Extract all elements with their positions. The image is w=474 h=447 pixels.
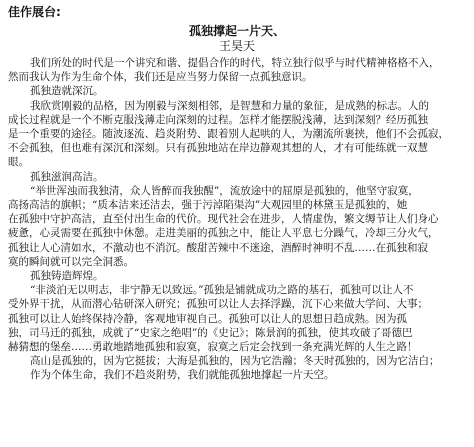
text-line: 受外界干扰，从而潜心钻研深入研究；孤独可以让人去择浮躁，沉下心来做大学问、大事；	[8, 298, 428, 311]
text-line: 孤独可以让人始终保持冷静，客观地审视自己。孤独可以让人的思想日趋成熟。因为孤	[8, 312, 407, 325]
essay-body	[8, 56, 466, 383]
text-line: 疲惫，心灵需要在孤独中休憩。走进美丽的孤独之中，能让人平息七分躁气，冷却三分火气，	[8, 227, 439, 240]
text-line: 我欣赏刚毅的品格，因为刚毅与深刻相邻，是智慧和力量的象征，是成熟的标志。人的	[30, 99, 429, 112]
text-line: 独，司马迁的孤独，成就了“史家之绝唱”的《史记》；陈景润的孤独，使其攻破了哥德巴	[8, 326, 413, 339]
text-line: 孤独铸造辉煌。	[30, 270, 104, 283]
text-line: 我们所处的时代是一个讲究和谐、提倡合作的时代，特立独行似乎与时代精神格格不入，	[30, 57, 440, 69]
text-line: 高山是孤独的，因为它挺拔；大海是孤独的，因为它浩瀚；冬天时孤独的，因为它洁白；	[30, 355, 440, 368]
text-line: 成长过程就是一个不断克服浅薄走向深刻的过程。怎样才能摆脱浅薄，达到深刻？经历孤独	[8, 113, 428, 126]
text-line: 作为个体生命，我们不趋炎附势，我们就能孤独地撑起一片天空。	[30, 369, 335, 382]
text-line: 寞的瞬间就可以完全洞悉。	[8, 255, 134, 268]
text-line: 孤独造就深沉。	[30, 85, 104, 98]
text-line: 赫猜想的堡垒……勇敢地踏地孤独和寂寞，寂寞之后定会找到一条充满光辉的人生之路！	[8, 341, 418, 354]
essay-author: 王昊天	[218, 39, 255, 53]
text-line: 然而我认为作为生命个体，我们还是应当努力保留一点孤独意识。	[8, 71, 313, 84]
text-line: 不会孤独，但也难有深沉和深刻。只有孤独地站在岸边静观其想的人，才有可能练就一双慧	[8, 142, 428, 155]
text-line: 在孤独中守护高洁，直至付出生命的代价。现代社会在进步，人情虚伪，繁文缛节让人们身心	[8, 213, 439, 226]
text-line: 是一个重要的途径。随波逐流、趋炎附势、跟着别人起哄的人，为潮流所裹挟，他们不会孤寂，	[8, 128, 449, 141]
text-line: 孤独滋润高洁。	[30, 170, 104, 183]
essay-title: 孤独撑起一片天、	[188, 24, 285, 38]
text-line: “举世浑浊而我独清，众人皆醉而我独醒”，流放途中的屈原是孤独的，他坚守寂寞，	[30, 184, 419, 197]
section-label: 佳作展台:	[8, 5, 61, 19]
text-line: “非淡泊无以明志，非宁静无以致远。”孤独是铺就成功之路的基石，孤独可以让人不	[30, 284, 414, 297]
text-line: 孤独让人心清如水，不激动也不消沉。酸甜苦辣中不迷途，酒醉时神明不乱……在孤独和寂	[8, 241, 428, 254]
text-line: 眼。	[8, 156, 29, 169]
text-line: 高扬高洁的旗帜；“质本洁来还洁去，强于污淖陷渠沟”大观园里的林黛玉是孤独的，她	[8, 199, 408, 212]
